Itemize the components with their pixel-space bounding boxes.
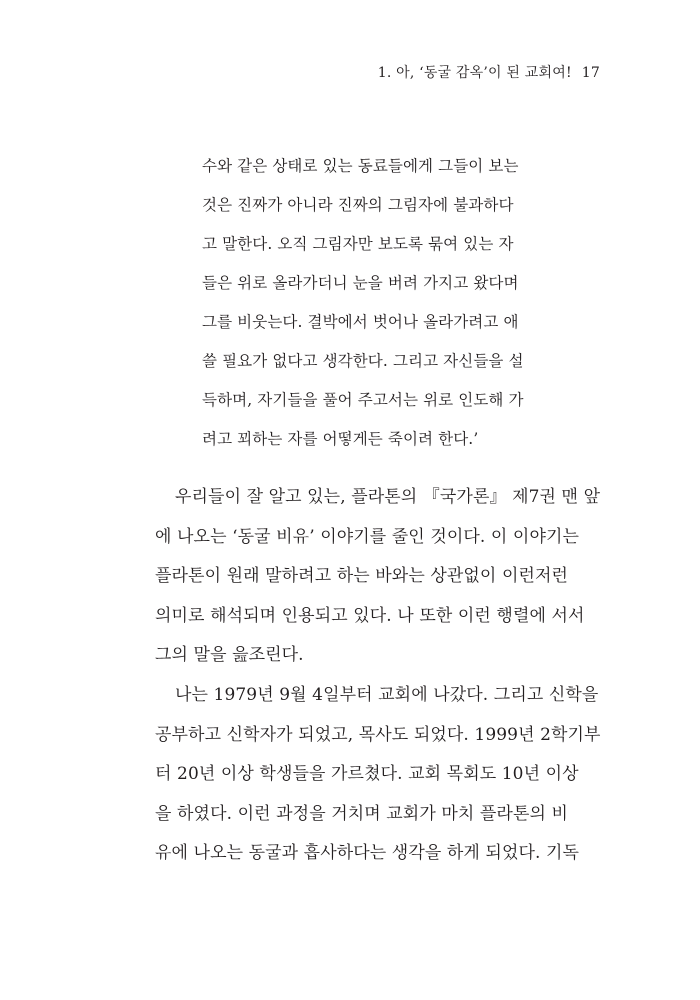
paragraph-2-line: 유에 나오는 동굴과 흡사하다는 생각을 하게 되었다. 기독 xyxy=(155,843,580,864)
quote-line: 쓸 필요가 없다고 생각한다. 그리고 자신들을 설 xyxy=(202,352,524,370)
quote-line: 득하며, 자기들을 풀어 주고서는 위로 인도해 가 xyxy=(202,391,524,409)
page-number: 17 xyxy=(581,65,600,81)
block-quote xyxy=(202,147,547,459)
quote-line: 그를 비웃는다. 결박에서 벗어나 올라가려고 애 xyxy=(202,313,519,331)
paragraph-2-line: 공부하고 신학자가 되었고, 목사도 되었다. 1999년 2학기부 xyxy=(155,724,601,745)
quote-line: 들은 위로 올라가더니 눈을 버려 가지고 왔다며 xyxy=(202,274,519,292)
quote-line: 고 말한다. 오직 그림자만 보도록 묶여 있는 자 xyxy=(202,235,514,253)
quote-line: 수와 같은 상태로 있는 동료들에게 그들이 보는 xyxy=(202,157,519,175)
paragraph-1-line: 우리들이 잘 알고 있는, 플라톤의 『국가론』 제7권 맨 앞 xyxy=(175,487,601,507)
paragraph-2-line: 을 하였다. 이런 과정을 거치며 교회가 마치 플라톤의 비 xyxy=(155,803,569,824)
quote-line: 려고 꾀하는 자를 어떻게든 죽이려 한다.’ xyxy=(202,430,479,448)
paragraph-1-line: 의미로 해석되며 인용되고 있다. 나 또한 이런 행렬에 서서 xyxy=(155,605,585,626)
paragraph-1-line: 플라톤이 원래 말하려고 하는 바와는 상관없이 이런저런 xyxy=(155,566,569,587)
paragraph-1-line: 그의 말을 읊조린다. xyxy=(155,645,304,666)
chapter-title: 1. 아, ‘동굴 감옥’이 된 교회여! xyxy=(377,65,572,81)
paragraph-2-line: 나는 1979년 9월 4일부터 교회에 나갔다. 그리고 신학을 xyxy=(175,684,599,705)
quote-line: 것은 진짜가 아니라 진짜의 그림자에 불과하다 xyxy=(202,196,514,214)
paragraph-1-line: 에 나오는 ‘동굴 비유’ 이야기를 줄인 것이다. 이 이야기는 xyxy=(155,526,580,547)
running-header xyxy=(378,62,600,82)
body-text xyxy=(155,478,601,874)
paragraph-2-line: 터 20년 이상 학생들을 가르쳤다. 교회 목회도 10년 이상 xyxy=(155,764,579,785)
